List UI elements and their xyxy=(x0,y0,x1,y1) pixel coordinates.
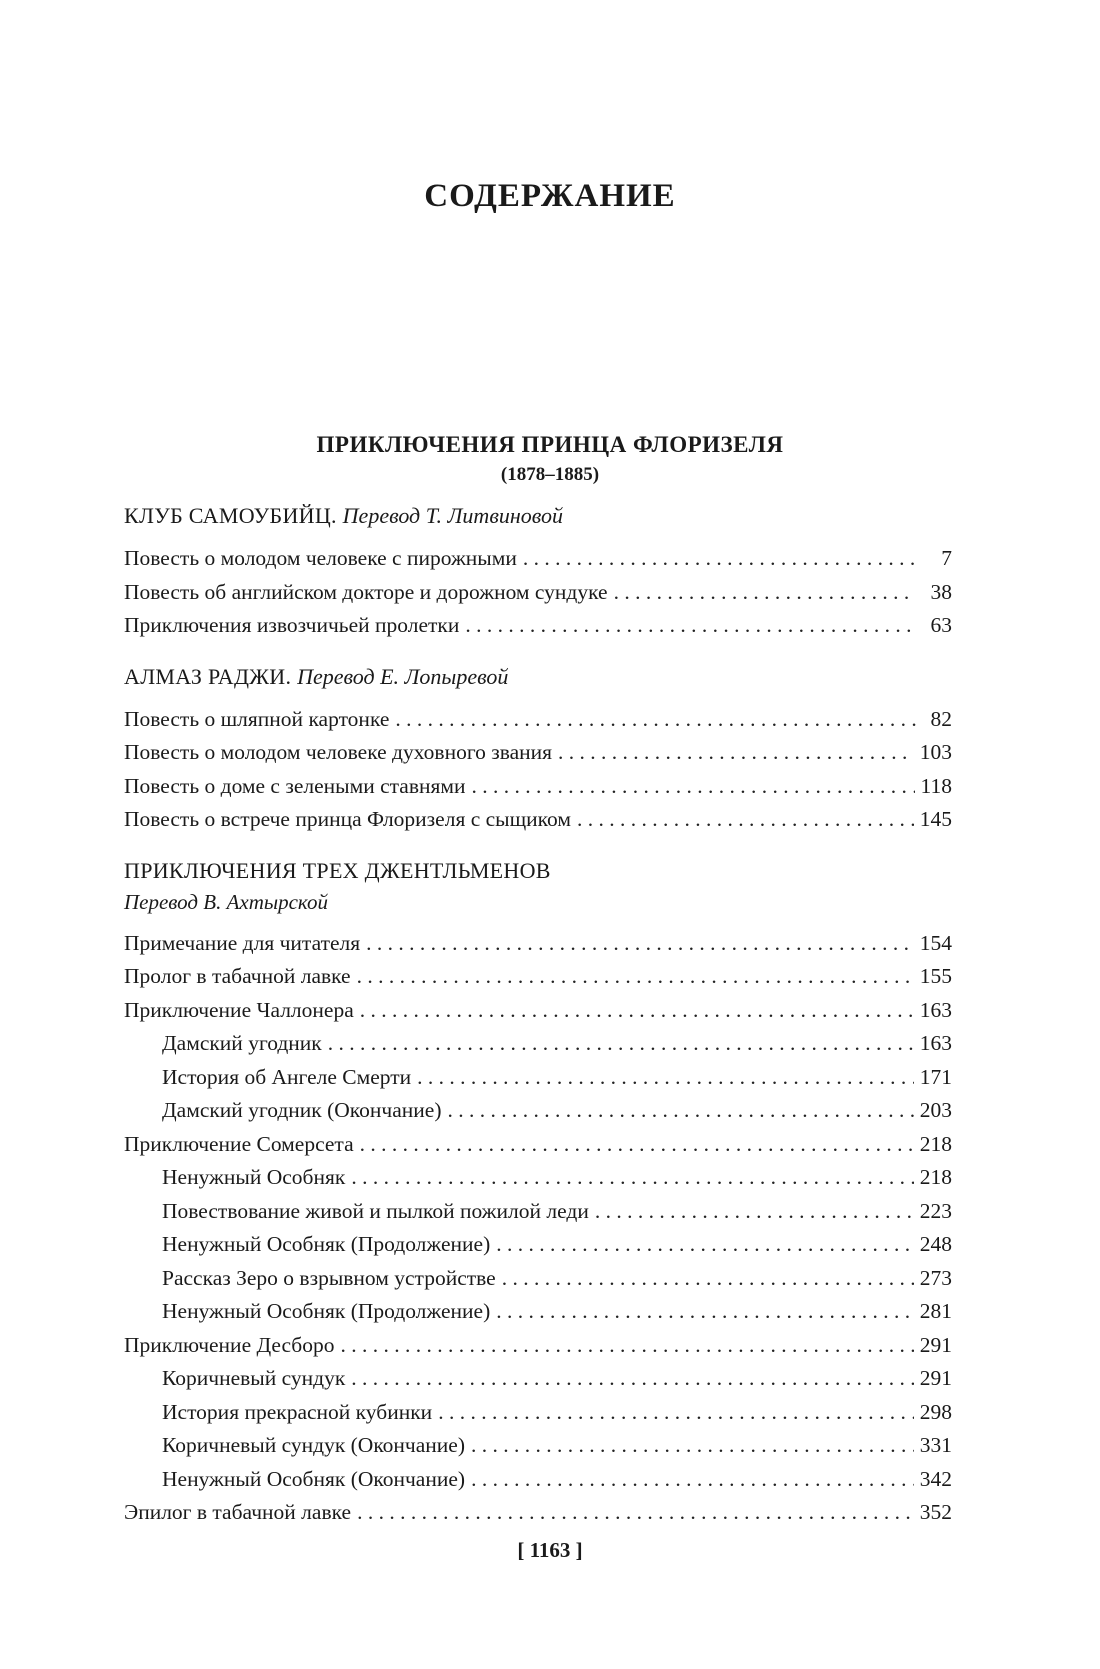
dot-leader xyxy=(595,1195,914,1229)
toc-entry xyxy=(124,1496,952,1530)
entry-title: Ненужный Особняк (Окончание) xyxy=(162,1466,466,1491)
section-title xyxy=(124,855,952,887)
toc-entry xyxy=(124,1161,952,1195)
dot-leader xyxy=(357,960,914,994)
entry-title: Дамский угодник xyxy=(162,1031,322,1055)
entry-page: 352 xyxy=(919,1500,952,1524)
entry-page: 281 xyxy=(919,1299,952,1323)
toc-entry xyxy=(124,994,952,1028)
entry-page: 103 xyxy=(919,740,952,764)
toc-entry xyxy=(124,1262,952,1296)
dot-leader xyxy=(558,736,914,770)
entry-title: Приключения извозчичьей пролетки xyxy=(124,613,460,637)
toc-entry xyxy=(124,1228,952,1262)
page-title: СОДЕРЖАНИЕ xyxy=(424,178,676,214)
page-number: [ 1163 ] xyxy=(517,1538,583,1562)
toc-entry xyxy=(124,703,952,737)
entry-page: 203 xyxy=(919,1098,952,1122)
entry-page: 291 xyxy=(919,1332,952,1357)
entry-page: 154 xyxy=(919,930,952,955)
entry-list xyxy=(124,542,952,643)
entry-title: Повесть о молодом человеке с пирожными xyxy=(124,546,517,570)
entry-title: Ненужный Особняк xyxy=(162,1165,346,1189)
dot-leader xyxy=(360,994,914,1028)
entry-title: Приключение Десборо xyxy=(124,1332,335,1357)
entry-list xyxy=(124,927,952,1530)
entry-page: 223 xyxy=(919,1198,952,1223)
entry-page: 118 xyxy=(920,773,952,798)
dot-leader xyxy=(351,1161,913,1195)
toc-entry xyxy=(124,1329,952,1363)
entry-title: Повесть об английском докторе и дорожном сундуке xyxy=(124,579,608,604)
entry-page: 63 xyxy=(930,613,952,637)
entry-title: Повесть о встрече принца Флоризеля с сыщиком xyxy=(124,807,571,831)
toc-entry xyxy=(124,1429,952,1463)
toc-entry xyxy=(124,576,952,610)
toc-section xyxy=(124,500,952,643)
toc-entry xyxy=(124,927,952,961)
toc-entry xyxy=(124,1027,952,1061)
toc-entry xyxy=(124,736,952,770)
entry-page: 331 xyxy=(919,1433,952,1457)
toc-section xyxy=(124,855,952,1530)
dot-leader xyxy=(472,770,915,804)
section-translator: Перевод Т. Литвиновой xyxy=(342,503,564,528)
dot-leader xyxy=(417,1061,914,1095)
entry-title: Повествование живой и пылкой пожилой леди xyxy=(162,1198,589,1223)
toc-entry xyxy=(124,1061,952,1095)
entry-page: 248 xyxy=(919,1232,952,1256)
entry-page: 7 xyxy=(941,546,952,570)
entry-title: Примечание для читателя xyxy=(124,930,361,955)
section-title xyxy=(124,661,952,693)
dot-leader xyxy=(614,576,916,610)
dot-leader xyxy=(395,703,916,737)
part-years: (1878–1885) xyxy=(500,464,600,485)
dot-leader xyxy=(465,609,916,643)
dot-leader xyxy=(360,1128,914,1162)
section-title-text: ПРИКЛЮЧЕНИЯ ТРЕХ ДЖЕНТЛЬМЕНОВ xyxy=(124,857,551,883)
dot-leader xyxy=(448,1094,914,1128)
part-heading: ПРИКЛЮЧЕНИЯ ПРИНЦА ФЛОРИЗЕЛЯ xyxy=(316,432,784,457)
toc-entry xyxy=(124,1128,952,1162)
entry-page: 145 xyxy=(919,807,952,831)
dot-leader xyxy=(496,1228,914,1262)
toc-entry xyxy=(124,1195,952,1229)
entry-title: Ненужный Особняк (Продолжение) xyxy=(162,1232,491,1256)
entry-page: 273 xyxy=(919,1265,952,1290)
section-title xyxy=(124,500,952,532)
entry-page: 163 xyxy=(919,1031,952,1055)
dot-leader xyxy=(577,803,914,837)
section-title-text: КЛУБ САМОУБИЙЦ. xyxy=(124,503,337,528)
entry-page: 342 xyxy=(919,1466,952,1491)
entry-title: Пролог в табачной лавке xyxy=(124,964,351,988)
entry-page: 38 xyxy=(930,579,952,604)
entry-page: 155 xyxy=(919,964,952,988)
dot-leader xyxy=(496,1295,914,1329)
toc-entry xyxy=(124,1463,952,1497)
entry-title: Эпилог в табачной лавке xyxy=(124,1500,352,1524)
section-translator: Перевод Е. Лопыревой xyxy=(297,663,509,689)
dot-leader xyxy=(471,1463,914,1497)
toc-entry xyxy=(124,609,952,643)
entry-page: 218 xyxy=(919,1165,952,1189)
entry-title: Ненужный Особняк (Продолжение) xyxy=(162,1299,491,1323)
dot-leader xyxy=(351,1362,913,1396)
dot-leader xyxy=(357,1496,914,1530)
toc-entry xyxy=(124,770,952,804)
entry-title: Коричневый сундук (Окончание) xyxy=(162,1433,466,1457)
entry-page: 171 xyxy=(919,1064,952,1089)
toc-entry xyxy=(124,1094,952,1128)
translator-line xyxy=(124,887,952,917)
toc-entry xyxy=(124,1295,952,1329)
entry-page: 298 xyxy=(919,1399,952,1424)
entry-title: Коричневый сундук xyxy=(162,1366,346,1390)
entry-title: Приключение Чаллонера xyxy=(124,997,354,1022)
entry-page: 82 xyxy=(930,706,952,731)
entry-page: 163 xyxy=(919,997,952,1022)
entry-title: Повесть о доме с зелеными ставнями xyxy=(124,773,466,798)
entry-title: Повесть о молодом человеке духовного звания xyxy=(124,740,553,764)
dot-leader xyxy=(341,1329,914,1363)
entry-title: История прекрасной кубинки xyxy=(162,1399,433,1424)
entry-list xyxy=(124,703,952,837)
entry-title: Приключение Сомерсета xyxy=(124,1131,354,1156)
entry-title: Рассказ Зеро о взрывном устройстве xyxy=(162,1265,496,1290)
dot-leader xyxy=(328,1027,914,1061)
toc-entry xyxy=(124,1396,952,1430)
toc-entry xyxy=(124,960,952,994)
entry-title: Повесть о шляпной картонке xyxy=(124,706,390,731)
entry-page: 218 xyxy=(919,1131,952,1156)
toc-entry xyxy=(124,803,952,837)
entry-title: Дамский угодник (Окончание) xyxy=(162,1098,442,1122)
table-of-contents xyxy=(124,500,952,1530)
toc-entry xyxy=(124,542,952,576)
toc-entry xyxy=(124,1362,952,1396)
toc-section xyxy=(124,661,952,837)
dot-leader xyxy=(523,542,916,576)
section-translator: Перевод В. Ахтырской xyxy=(124,889,328,914)
entry-page: 291 xyxy=(919,1366,952,1390)
entry-title: История об Ангеле Смерти xyxy=(162,1064,412,1089)
section-title-text: АЛМАЗ РАДЖИ. xyxy=(124,663,292,689)
dot-leader xyxy=(438,1396,914,1430)
dot-leader xyxy=(471,1429,914,1463)
dot-leader xyxy=(366,927,914,961)
dot-leader xyxy=(502,1262,914,1296)
